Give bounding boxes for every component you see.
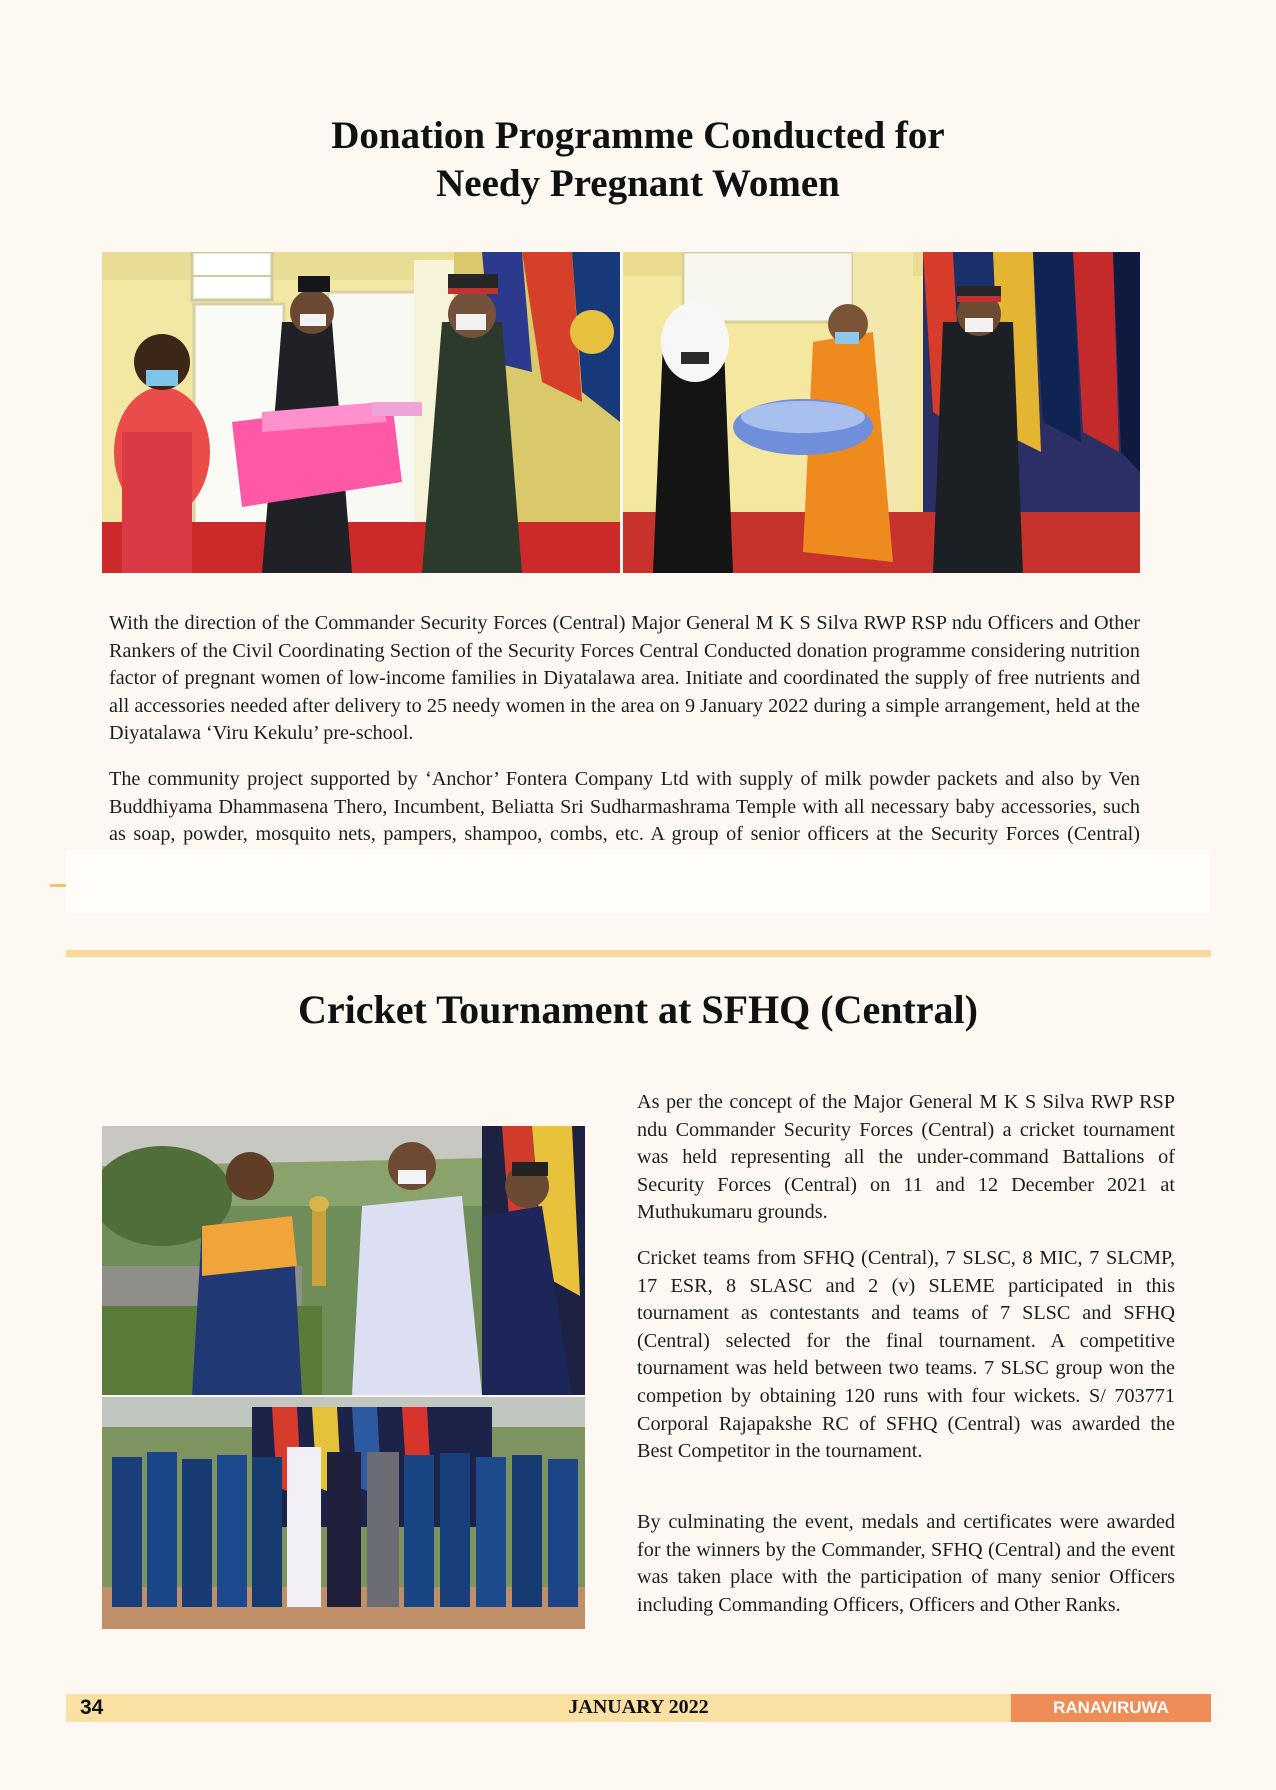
cricket-photo-team (102, 1397, 585, 1629)
article-title-line: Needy Pregnant Women (436, 162, 840, 205)
issue-month: JANUARY 2022 (568, 1696, 709, 1718)
article2-paragraph: By culminating the event, medals and certificates were awarded for the winners by the Commander, SFHQ (Central) and the event was taken place with the participation of many senior Officers including Commanding Officers, Officers and Other Ranks. (637, 1511, 1175, 1616)
text-panel-strip (66, 850, 1210, 913)
article-title: Cricket Tournament at SFHQ (Central) (298, 987, 978, 1032)
article2-paragraph: As per the concept of the Major General M K S Silva RWP RSP ndu Commander Security Forces (Central) a cricket tournament was held representing all the under-command Battalions of Security Forces (Central) on 11 and 12 December 2021 at Muthukumaru grounds. (637, 1091, 1175, 1224)
page-footer (66, 1694, 1211, 1722)
article-title-line: Donation Programme Conducted for (331, 114, 945, 157)
donation-photo-blue-tub (623, 252, 1140, 573)
cricket-photo-trophy (102, 1126, 585, 1395)
magazine-brand: RANAVIRUWA (1011, 1694, 1211, 1722)
article1-paragraph: With the direction of the Commander Security Forces (Central) Major General M K S Silva RWP RSP ndu Officers and Other Rankers of the Civil Coordinating Section of the Security Forces Central Conducted donation programme considering nutrition factor of pregnant women of low-income families in Diyatalawa area. Initiate and coordinated the supply of free nutrients and all accessories needed after delivery to 25 needy women in the area on 9 January 2022 during a simple arrangement, held at the Diyatalawa ‘Viru Kekulu’ pre-school. (109, 612, 1140, 745)
article-title (0, 112, 1276, 208)
donation-photo-pink-tub (102, 252, 620, 573)
page-number: 34 (80, 1696, 104, 1719)
section-divider (66, 950, 1211, 957)
article1-paragraph: The community project supported by ‘Anchor’ Fontera Company Ltd with supply of milk powder packets and also by Ven Buddhiyama Dhammasena Thero, Incumbent, Beliatta Sri Sudharmashrama Temple with all necessary baby accessories, such as soap, powder, mosquito nets, pampers, shampoo, combs, etc. A group of senior officers at the Security Forces (Central) (109, 768, 1140, 846)
side-accent (50, 884, 66, 887)
article2-paragraph: Cricket teams from SFHQ (Central), 7 SLSC, 8 MIC, 7 SLCMP, 17 ESR, 8 SLASC and 2 (v) SLEME participated in this tournament as contestants and teams of 7 SLSC and SFHQ (Central) selected for the final tournament. A competitive tournament was held between two teams. 7 SLSC group won the competion by obtaining 120 runs with four wickets. S/ 703771 Corporal Rajapakshe RC of SFHQ (Central) was awarded the Best Competitor in the tournament. (637, 1247, 1175, 1463)
